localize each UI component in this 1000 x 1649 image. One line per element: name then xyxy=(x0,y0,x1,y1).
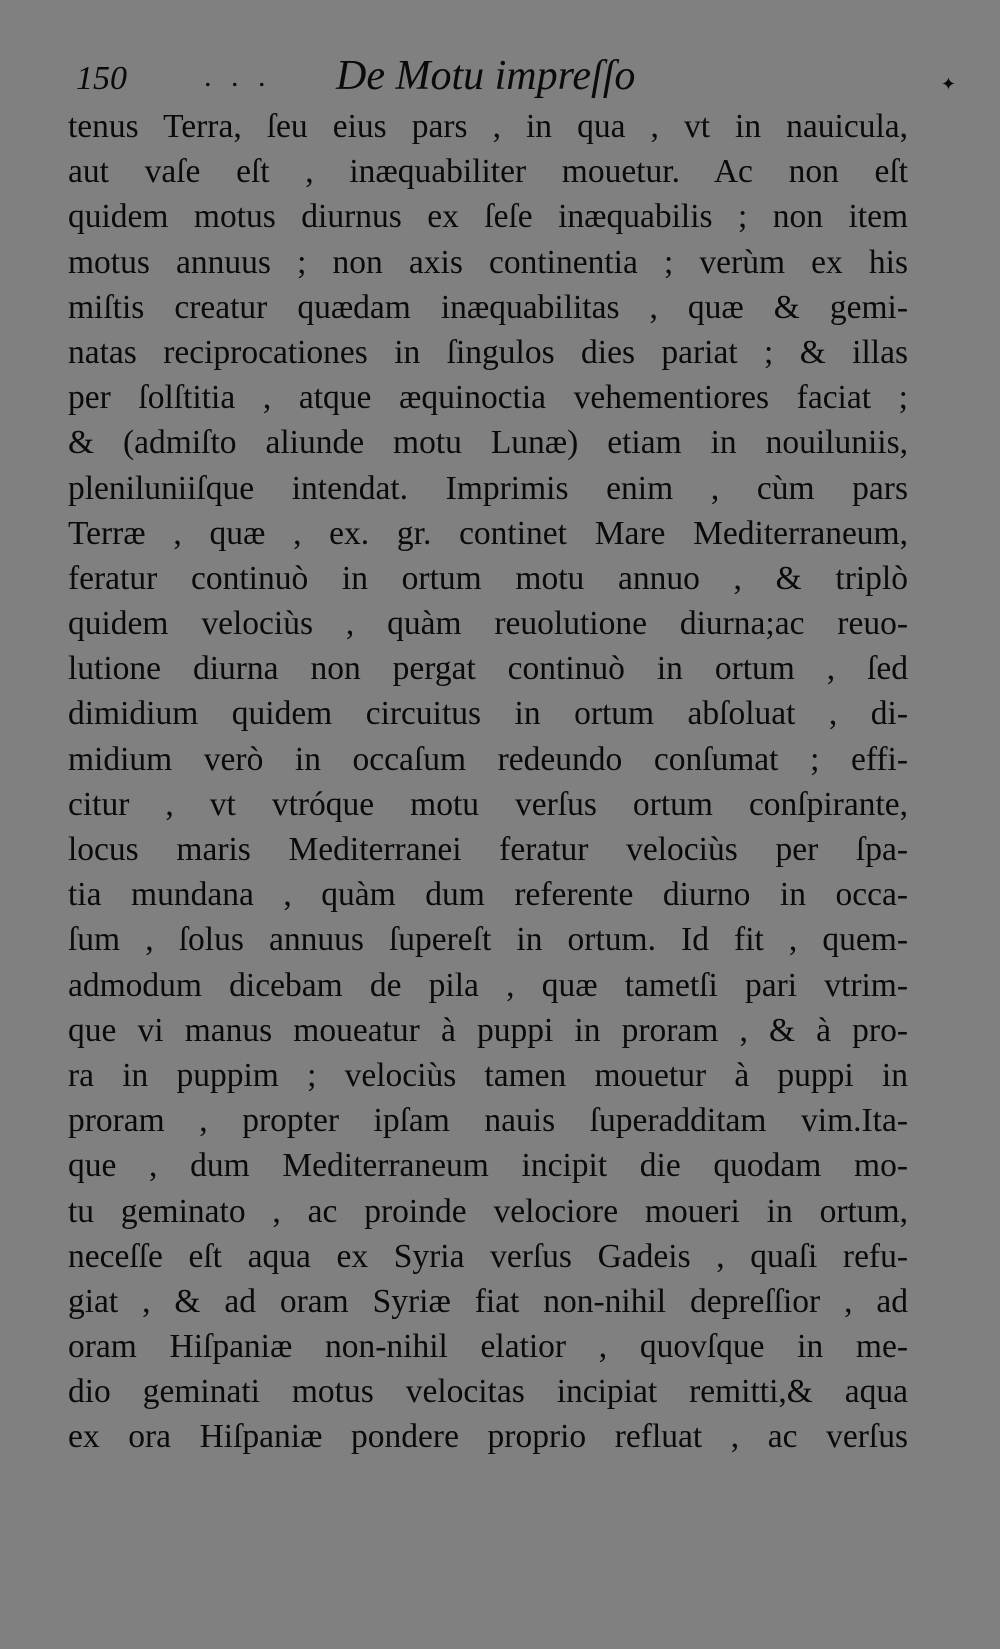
text-line: midium verò in occaſum redeundo conſumat ; effi- xyxy=(68,740,908,778)
text-line: & (admiſto aliunde motu Lunæ) etiam in nouiluniis, xyxy=(68,424,908,462)
text-line: ſum , ſolus annuus ſupereſt in ortum. Id fit , quem- xyxy=(68,921,908,959)
text-line: neceſſe eſt aqua ex Syria verſus Gadeis , quaſi refu- xyxy=(68,1237,908,1275)
text-line: tia mundana , quàm dum referente diurno in occa- xyxy=(68,876,908,914)
page-header xyxy=(76,52,956,102)
text-line: quidem velociùs , quàm reuolutione diurna;ac reuo- xyxy=(68,605,908,643)
text-line: tu geminato , ac proinde velociore moueri in ortum, xyxy=(68,1192,908,1230)
text-line: Terræ , quæ , ex. gr. continet Mare Mediterraneum, xyxy=(68,514,908,552)
body-text xyxy=(68,104,908,1460)
text-line: ra in puppim ; velociùs tamen mouetur à puppi in xyxy=(68,1056,908,1094)
text-line: ex ora Hiſpaniæ pondere proprio refluat , ac verſus xyxy=(68,1418,908,1456)
text-line: admodum dicebam de pila , quæ tametſi pari vtrim- xyxy=(68,966,908,1004)
text-line: lutione diurna non pergat continuò in ortum , ſed xyxy=(68,650,908,688)
text-line: locus maris Mediterranei feratur velociùs per ſpa- xyxy=(68,831,908,868)
text-line: aut vaſe eſt , inæquabiliter mouetur. Ac non eſt xyxy=(68,153,908,191)
text-line: giat , & ad oram Syriæ fiat non-nihil depreſſior , ad xyxy=(68,1282,908,1320)
text-line: tenus Terra, ſeu eius pars , in qua , vt in nauicula, xyxy=(68,108,908,145)
text-line: quidem motus diurnus ex ſeſe inæquabilis ; non item xyxy=(68,198,908,236)
header-dots: . . . xyxy=(204,60,272,93)
text-line: proram , propter ipſam nauis ſuperadditam vim.Ita- xyxy=(68,1102,908,1140)
text-line: que vi manus moueatur à puppi in proram , & à pro- xyxy=(68,1011,908,1049)
text-line: feratur continuò in ortum motu annuo , & triplò xyxy=(68,559,908,597)
text-line: que , dum Mediterraneum incipit die quodam mo- xyxy=(68,1147,908,1185)
text-line: citur , vt vtróque motu verſus ortum conſpirante, xyxy=(68,785,908,823)
text-line: oram Hiſpaniæ non-nihil elatior , quovſque in me- xyxy=(68,1328,908,1366)
running-title: De Motu impreſſo xyxy=(336,53,636,99)
text-line: pleniluniiſque intendat. Imprimis enim , cùm pars xyxy=(68,469,908,507)
text-line: miſtis creatur quædam inæquabilitas , quæ & gemi- xyxy=(68,288,908,326)
text-line: motus annuus ; non axis continentia ; verùm ex his xyxy=(68,243,908,281)
page-number: 150 xyxy=(76,60,127,97)
text-line: per ſolſtitia , atque æquinoctia vehementiores faciat ; xyxy=(68,379,908,417)
corner-mark-icon: ✦ xyxy=(940,74,956,95)
text-line: dimidium quidem circuitus in ortum abſoluat , di- xyxy=(68,695,908,733)
text-line: dio geminati motus velocitas incipiat remitti,& aqua xyxy=(68,1373,908,1411)
text-line: natas reciprocationes in ſingulos dies pariat ; & illas xyxy=(68,333,908,371)
